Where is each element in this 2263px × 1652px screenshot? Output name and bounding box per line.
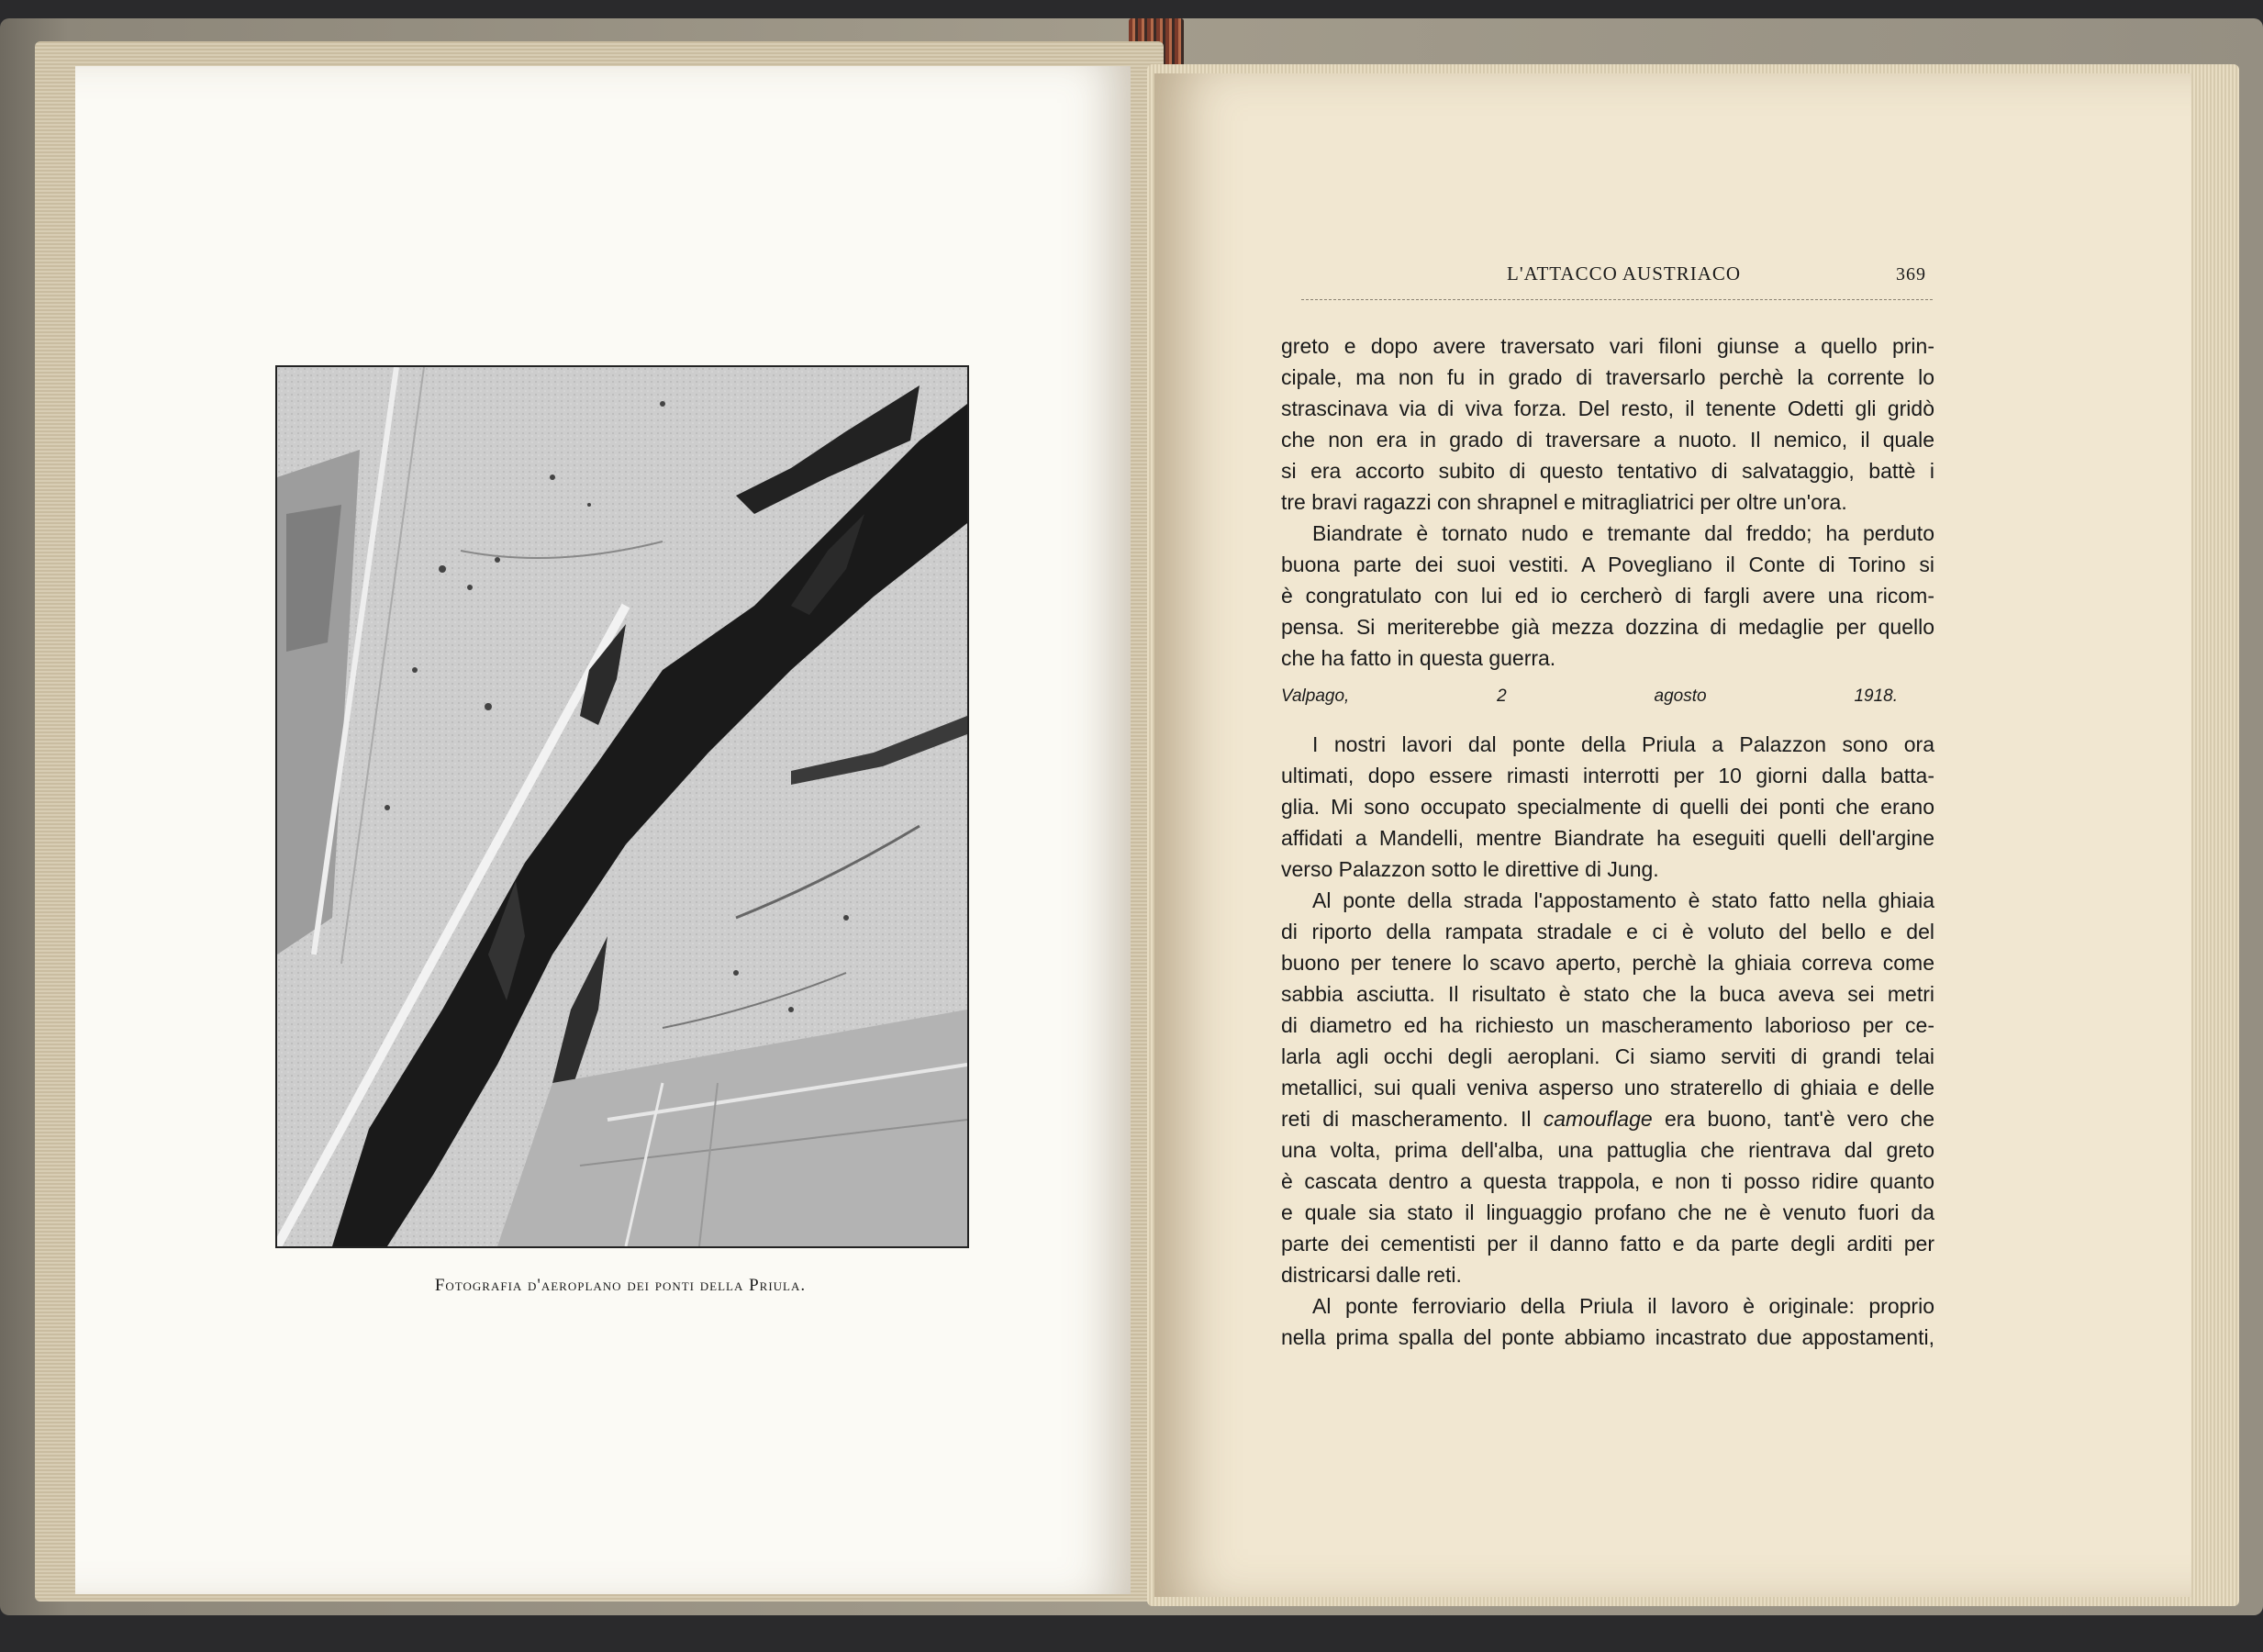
dateline: Valpago, 2 agosto 1918. [1281,686,1898,706]
text-line [1281,1103,1934,1134]
text-line: cipale, ma non fu in grado di traversarlo perchè la corrente lo [1281,365,1934,389]
text-line: sabbia asciutta. Il risultato è stato che la buca aveva sei metri [1281,982,1934,1006]
text-line: ultimati, dopo essere rimasti interrotti per 10 giorni dalla batta- [1281,764,1934,787]
photo-caption: Fotografia d'aeroplano dei ponti della Priula. [434,1276,807,1295]
text-line: verso Palazzon sotto le direttive di Jung. [1281,857,1659,881]
text-line: pensa. Si meriterebbe già mezza dozzina di medaglie per quello [1281,615,1934,639]
running-title: L'ATTACCO AUSTRIACO [1507,262,1742,285]
aerial-photograph [275,365,969,1248]
header-rule [1301,299,1934,300]
text-line: tre bravi ragazzi con shrapnel e mitragliatrici per oltre un'ora. [1281,490,1847,514]
text-line: affidati a Mandelli, mentre Biandrate ha eseguiti quelli dell'argine [1281,826,1934,850]
text-line: greto e dopo avere traversato vari filoni giunse a quello prin- [1281,334,1934,358]
text-line: buona parte dei suoi vestiti. A Povegliano il Conte di Torino si [1281,553,1934,576]
italic-word: camouflage [1543,1107,1653,1131]
text-line: larla agli occhi degli aeroplani. Ci siamo serviti di grandi telai [1281,1044,1934,1068]
text-line: di diametro ed ha richiesto un mascheramento laborioso per ce- [1281,1013,1934,1037]
page-number: 369 [1896,264,1926,285]
text-line: I nostri lavori dal ponte della Priula a Palazzon sono ora [1312,732,1934,756]
text-line: Al ponte della strada l'appostamento è stato fatto nella ghiaia [1312,888,1934,912]
text-line: e quale sia stato il linguaggio profano che ne è venuto fuori da [1281,1200,1934,1224]
text-line: che ha fatto in questa guerra. [1281,646,1556,670]
text-line: metallici, sui quali veniva asperso uno straterello di ghiaia e delle [1281,1076,1934,1099]
text-line: parte dei cementisti per il danno fatto e da parte degli arditi per [1281,1232,1934,1256]
text-line: una volta, prima dell'alba, una pattuglia che rientrava dal greto [1281,1138,1934,1162]
text-line: strascinava via di viva forza. Del resto, il tenente Odetti gli gridò [1281,396,1934,420]
text-fragment: reti di mascheramento. Il [1281,1107,1544,1131]
text-line: che non era in grado di traversare a nuoto. Il nemico, il quale [1281,428,1934,452]
text-line: nella prima spalla del ponte abbiamo incastrato due appostamenti, [1281,1325,1934,1349]
text-line: è congratulato con lui ed io cercherò di fargli avere una ricom- [1281,584,1934,608]
text-line: Biandrate è tornato nudo e tremante dal freddo; ha perduto [1312,521,1934,545]
text-line: è cascata dentro a questa trappola, e non ti posso ridire quanto [1281,1169,1934,1193]
text-line: si era accorto subito di questo tentativo di salvataggio, battè i [1281,459,1934,483]
text-line: Al ponte ferroviario della Priula il lavoro è originale: proprio [1312,1294,1934,1318]
body-text [1281,330,1934,1353]
text-line: di riporto della rampata stradale e ci è voluto del bello e del [1281,920,1934,943]
text-line: districarsi dalle reti. [1281,1263,1462,1287]
text-line: glia. Mi sono occupato specialmente di quelli dei ponti che erano [1281,795,1934,819]
text-fragment: era buono, tant'è vero che [1652,1107,1934,1131]
text-line: buono per tenere lo scavo aperto, perchè la ghiaia correva come [1281,951,1934,975]
